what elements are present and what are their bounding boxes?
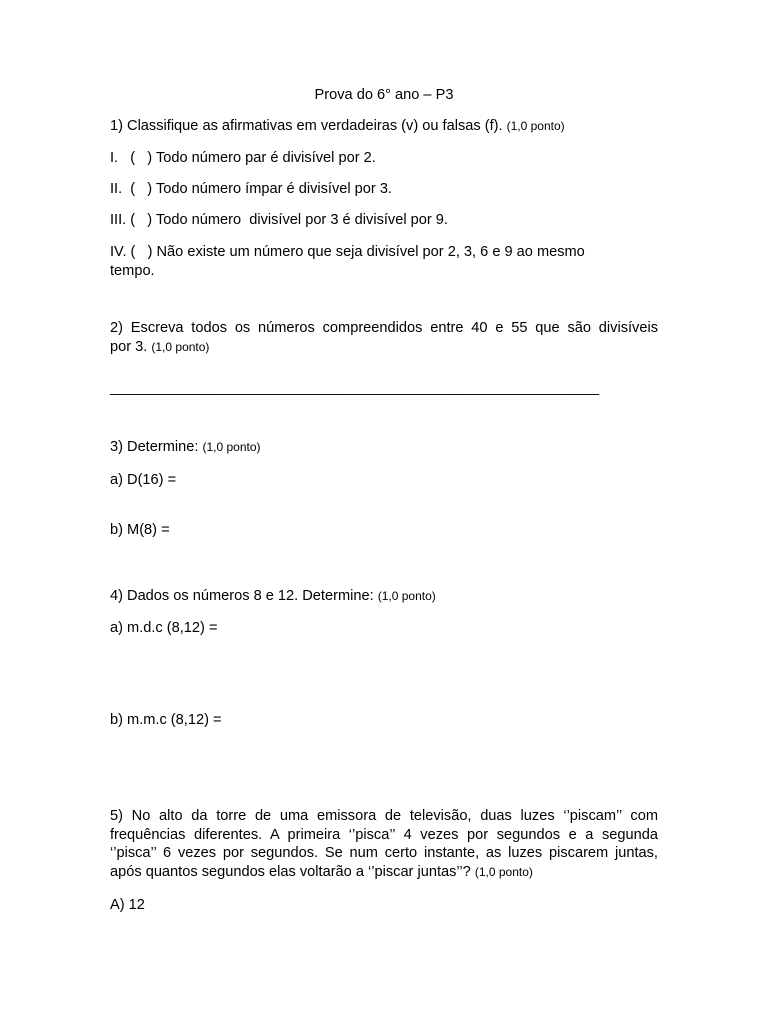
question-4-points: (1,0 ponto) (377, 589, 436, 603)
question-4-item-a: a) m.d.c (8,12) = (110, 620, 218, 636)
question-5-line-2: frequências diferentes. A primeira ‘’pisca’’ 4 vezes por segundos e a segunda (110, 826, 658, 843)
question-2-line-2 (110, 338, 658, 357)
question-4-heading (110, 587, 436, 605)
question-3-heading (110, 438, 261, 456)
question-1-item-1: I. ( ) Todo número par é divisível por 2. (110, 150, 376, 166)
question-5-line-3: ‘’pisca’’ 6 vezes por segundos. Se num certo instante, as luzes piscarem juntas, (110, 845, 658, 861)
page-title: Prova do 6° ano – P3 (314, 87, 454, 103)
question-1-heading (110, 117, 565, 135)
question-4-item-b: b) m.m.c (8,12) = (110, 712, 222, 728)
question-3-item-a: a) D(16) = (110, 472, 177, 488)
question-1-item-3: III. ( ) Todo número divisível por 3 é divisível por 9. (110, 212, 448, 228)
question-2-line-1: 2) Escreva todos os números compreendidos entre 40 e 55 que são divisíveis (110, 320, 658, 336)
question-1-item-2: II. ( ) Todo número ímpar é divisível por 3. (110, 181, 392, 197)
question-5-points: (1,0 ponto) (474, 864, 533, 879)
question-1-item-4: IV. ( ) Não existe um número que seja divisível por 2, 3, 6 e 9 ao mesmo (110, 244, 585, 260)
question-4-text: 4) Dados os números 8 e 12. Determine: (110, 588, 374, 604)
question-2-line-2-text: por 3. (110, 338, 148, 355)
question-2-points: (1,0 ponto) (151, 339, 210, 354)
question-5-line-4 (110, 863, 658, 882)
question-1-item-4-continued: tempo. (110, 263, 155, 279)
question-1-text: 1) Classifique as afirmativas em verdadeiras (v) ou falsas (f). (110, 118, 503, 134)
question-5 (110, 807, 658, 881)
question-1-points: (1,0 ponto) (506, 119, 565, 133)
question-2-answer-line: _________________________________________________________________ (110, 380, 599, 396)
question-5-line-4-text: após quantos segundos elas voltarão a ‘’piscar juntas’’? (110, 863, 471, 880)
question-3-item-b: b) M(8) = (110, 522, 170, 538)
question-3-points: (1,0 ponto) (202, 440, 261, 454)
question-5-option-a: A) 12 (110, 897, 145, 913)
question-5-line-1: 5) No alto da torre de uma emissora de televisão, duas luzes ‘’piscam’’ com (110, 808, 658, 824)
question-3-text: 3) Determine: (110, 439, 199, 455)
question-2 (110, 319, 658, 356)
